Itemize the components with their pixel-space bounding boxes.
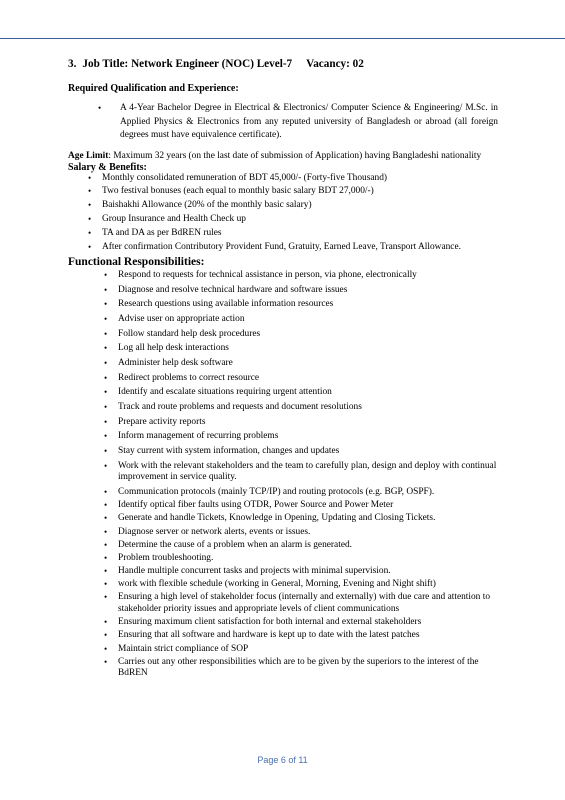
list-item: • Identify and escalate situations requiring urgent attention (68, 387, 498, 399)
age-limit-label: Age Limit (68, 150, 109, 161)
salary-heading: Salary & Benefits: (68, 161, 147, 173)
list-item: • A 4-Year Bachelor Degree in Electrical & Electronics/ Computer Science & Engineering/ M.Sc. in Applied Physics & Electronics from any reputed university of Bangladesh or abroad (all foreign degrees must have equivalence certificate). (68, 102, 498, 143)
list-item: • Inform management of recurring problems (68, 431, 498, 443)
functional-list (68, 270, 498, 680)
job-number: 3. (68, 58, 77, 70)
list-item: • Determine the cause of a problem when an alarm is generated. (68, 540, 498, 552)
list-item: • Maintain strict compliance of SOP (68, 644, 498, 656)
list-item: • Carries out any other responsibilities which are to be given by the superiors to the interest of the BdREN (68, 657, 498, 680)
list-item: • Follow standard help desk procedures (68, 329, 498, 341)
age-limit-text: : Maximum 32 years (on the last date of submission of Application) having Bangladeshi nationality (108, 150, 482, 161)
list-item: • Research questions using available information resources (68, 299, 498, 311)
job-title-heading (68, 58, 498, 70)
list-item: • TA and DA as per BdREN rules (68, 228, 498, 240)
list-item: • Group Insurance and Health Check up (68, 214, 498, 226)
functional-heading: Functional Responsibilities: (68, 255, 205, 268)
list-item: • Advise user on appropriate action (68, 314, 498, 326)
list-item: • Ensuring a high level of stakeholder focus (internally and externally) with due care and attention to stakeholder priority issues and appropriate levels of client communications (68, 592, 498, 615)
page-border-line (0, 38, 565, 39)
list-item: • Two festival bonuses (each equal to monthly basic salary BDT 27,000/-) (68, 186, 498, 198)
list-item: • Stay current with system information, changes and updates (68, 446, 498, 458)
list-item: • Prepare activity reports (68, 417, 498, 429)
page-content (68, 58, 498, 681)
list-item: • Identify optical fiber faults using OTDR, Power Source and Power Meter (68, 500, 498, 512)
list-item: • Communication protocols (mainly TCP/IP) and routing protocols (e.g. BGP, OSPF). (68, 487, 498, 499)
list-item: • Generate and handle Tickets, Knowledge in Opening, Updating and Closing Tickets. (68, 513, 498, 525)
list-item: • Log all help desk interactions (68, 343, 498, 355)
list-item: • After confirmation Contributory Provident Fund, Gratuity, Earned Leave, Transport Allowance. (68, 242, 498, 254)
list-item: • Work with the relevant stakeholders and the team to carefully plan, design and deploy with continual improvement in service quality. (68, 461, 498, 484)
list-item: • Diagnose server or network alerts, events or issues. (68, 527, 498, 539)
list-item: • Monthly consolidated remuneration of BDT 45,000/- (Forty-five Thousand) (68, 173, 498, 185)
list-item: • Diagnose and resolve technical hardware and software issues (68, 285, 498, 297)
list-item: • Track and route problems and requests and document resolutions (68, 402, 498, 414)
list-item: • Redirect problems to correct resource (68, 373, 498, 385)
job-vacancy: Vacancy: 02 (306, 58, 364, 70)
age-limit (68, 151, 498, 162)
list-item: • Ensuring maximum client satisfaction for both internal and external stakeholders (68, 617, 498, 629)
qualification-heading: Required Qualification and Experience: (68, 83, 239, 94)
page-number-footer: Page 6 of 11 (257, 755, 308, 765)
list-item: • Baishakhi Allowance (20% of the monthly basic salary) (68, 200, 498, 212)
list-item: • Administer help desk software (68, 358, 498, 370)
qualification-list (68, 102, 498, 143)
list-item: • work with flexible schedule (working in General, Morning, Evening and Night shift) (68, 579, 498, 591)
list-item: • Respond to requests for technical assistance in person, via phone, electronically (68, 270, 498, 282)
salary-list (68, 173, 498, 254)
list-item: • Ensuring that all software and hardware is kept up to date with the latest patches (68, 630, 498, 642)
list-item: • Handle multiple concurrent tasks and projects with minimal supervision. (68, 566, 498, 578)
job-title: Job Title: Network Engineer (NOC) Level-7 (82, 58, 293, 70)
list-item: • Problem troubleshooting. (68, 553, 498, 565)
